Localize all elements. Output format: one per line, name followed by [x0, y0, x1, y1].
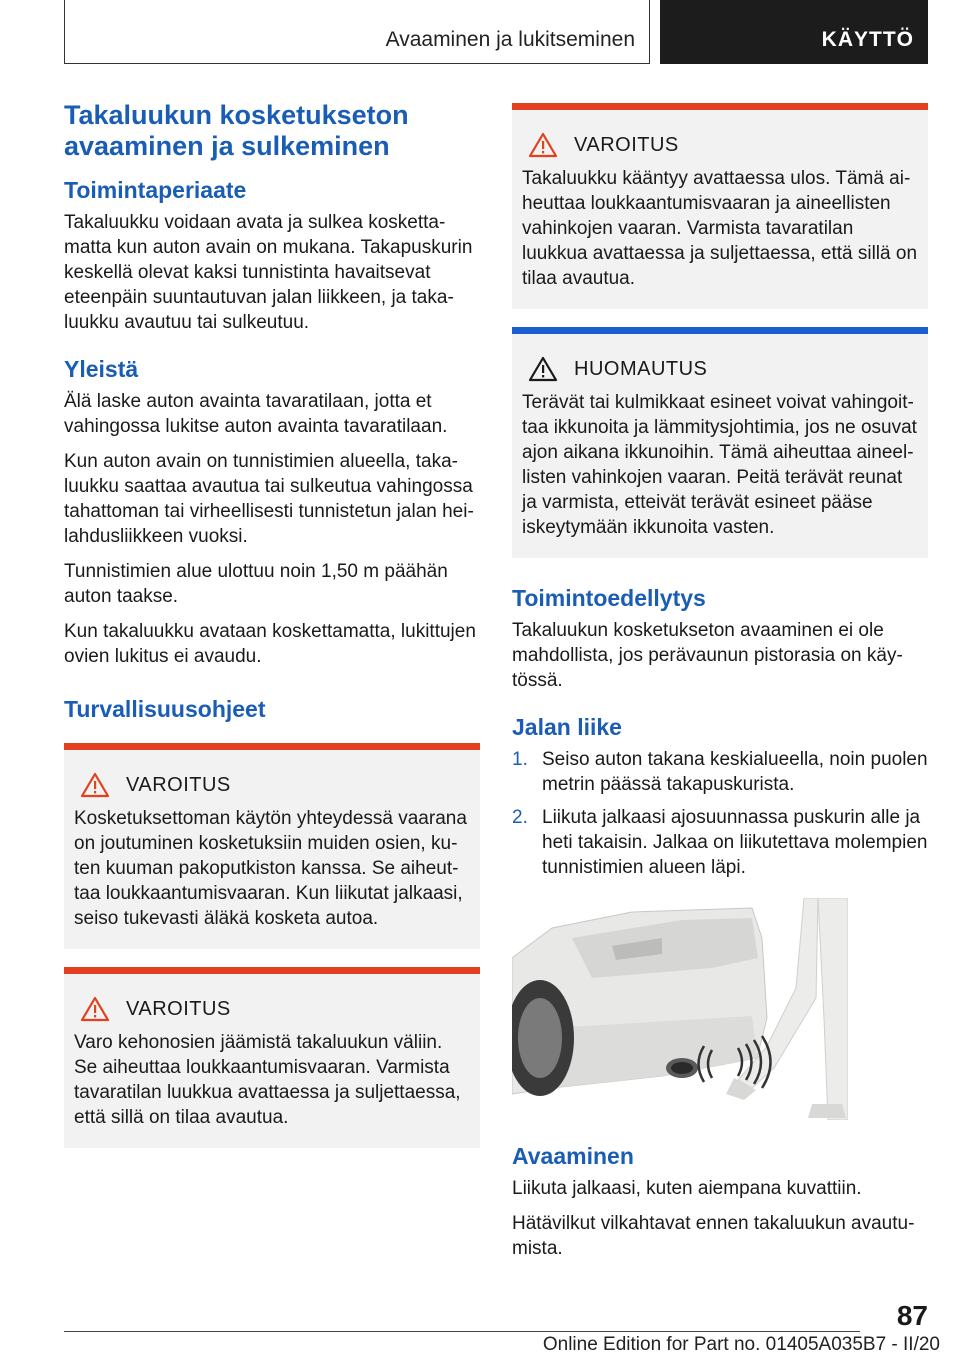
- general-paragraph-4: Kun takaluukku avataan koskettamatta, lukittujen ovien lukitus ei avaudu.: [64, 621, 476, 667]
- warning-box: [64, 743, 480, 949]
- warning-text: Kosketuksettoman käytön yhteydessä vaarana on joutuminen kosketuksiin muiden osien, kuten kuuman pakoputkiston kanssa. Se aiheuttaa loukkaantumisvaaran. Kun liikutat jalkaasi, seiso tukevasti äläkä kosketa autoa.: [74, 808, 467, 929]
- warning-label: VAROITUS: [126, 997, 231, 1020]
- note-text: Terävät tai kulmikkaat esineet voivat vahingoittaa ikkunoita ja lämmitysjohtimia, jos ne osuvat ajon aikana ikkunoihin. Tämä aiheuttaa aineellisten vahinkojen vaaran. Peitä terävät reunat ja varmista, etteivät terävät esineet pääse iskeytymään ikkunoita vasten.: [522, 392, 917, 538]
- warning-triangle-icon: [80, 996, 110, 1022]
- warning-box: [512, 103, 928, 309]
- kick-sensor-illustration: [512, 898, 848, 1120]
- page-number: 87: [896, 1300, 928, 1331]
- note-box: [512, 327, 928, 558]
- general-paragraph-3: Tunnistimien alue ulottuu noin 1,50 m päähän auton taakse.: [64, 561, 448, 607]
- general-paragraph-1: Älä laske auton avainta tavaratilaan, jotta et vahingossa lukitse auton avainta tavaratilaan.: [64, 391, 448, 437]
- general-paragraph-2: Kun auton avain on tunnistimien alueella, takaluukku saattaa avautua tai sulkeutua vahingossa tahattoman tai virheellisesti tunnistetun jalan heilahdusliikkeen vuoksi.: [64, 451, 474, 547]
- safety-heading: Turvallisuusohjeet: [64, 696, 266, 722]
- requirements-heading: Toimintoedellytys: [512, 585, 706, 611]
- warning-triangle-icon: [528, 356, 558, 382]
- step-number: 1.: [512, 749, 528, 770]
- warning-box-title: [522, 110, 918, 166]
- warning-box-title: [74, 750, 470, 806]
- car-rear-leg-illustration: [512, 898, 848, 1120]
- header-chapter-title: KÄYTTÖ: [821, 28, 914, 51]
- step-number: 2.: [512, 807, 528, 828]
- warning-label: VAROITUS: [126, 773, 231, 796]
- leg-heading: Jalan liike: [512, 714, 622, 740]
- step-text: Seiso auton takana keskialueella, noin puolen metrin päässä takapuskurista.: [542, 749, 928, 795]
- header-section-box: [64, 0, 650, 64]
- warning-triangle-icon: [528, 132, 558, 158]
- warning-label: VAROITUS: [574, 133, 679, 156]
- header-chapter-box: [660, 0, 928, 64]
- footer-edition: Online Edition for Part no. 01405A035B7 - II/20: [542, 1334, 940, 1355]
- general-heading: Yleistä: [64, 356, 139, 382]
- page-title: Takaluukun kosketukseton avaaminen ja sulkeminen: [64, 100, 409, 161]
- principle-text: Takaluukku voidaan avata ja sulkea koskettamatta kun auton avain on mukana. Takapuskurin keskellä olevat kaksi tunnistinta havaitsevat eteenpäin suuntautuvan jalan liikkeen, ja takaluukku avautuu tai sulkeutuu.: [64, 212, 473, 333]
- left-column: [64, 100, 480, 1148]
- warning-box-title: [74, 974, 470, 1030]
- header-section-title: Avaaminen ja lukitseminen: [385, 28, 635, 51]
- step-text: Liikuta jalkaasi ajosuunnassa puskurin alle ja heti takaisin. Jalkaa on liikutettava molempien tunnistimien alueen läpi.: [542, 807, 928, 878]
- leg-steps-list: [512, 747, 928, 880]
- opening-paragraph-1: Liikuta jalkaasi, kuten aiempana kuvattiin.: [512, 1178, 862, 1199]
- note-box-title: [522, 334, 918, 390]
- requirements-text: Takaluukun kosketukseton avaaminen ei ole mahdollista, jos perävaunun pistorasia on käytössä.: [512, 620, 903, 691]
- warning-text: Varo kehonosien jäämistä takaluukun väliin. Se aiheuttaa loukkaantumisvaaran. Varmista tavaratilan luukkua avattaessa ja suljettaessa, että sillä on tilaa avautua.: [74, 1032, 461, 1128]
- list-item: [512, 747, 928, 797]
- warning-box: [64, 967, 480, 1148]
- opening-paragraph-2: Hätävilkut vilkahtavat ennen takaluukun avautumista.: [512, 1213, 915, 1259]
- list-item: [512, 805, 928, 880]
- warning-triangle-icon: [80, 772, 110, 798]
- footer-divider: [64, 1331, 860, 1332]
- principle-heading: Toimintaperiaate: [64, 177, 247, 203]
- note-label: HUOMAUTUS: [574, 357, 708, 380]
- opening-heading: Avaaminen: [512, 1143, 634, 1169]
- warning-text: Takaluukku kääntyy avattaessa ulos. Tämä aiheuttaa loukkaantumisvaaran ja aineellisten vahinkojen vaaran. Varmista tavaratilan luukkua avattaessa ja suljettaessa, että sillä on tilaa avautua.: [522, 168, 918, 289]
- right-column: [512, 100, 928, 1271]
